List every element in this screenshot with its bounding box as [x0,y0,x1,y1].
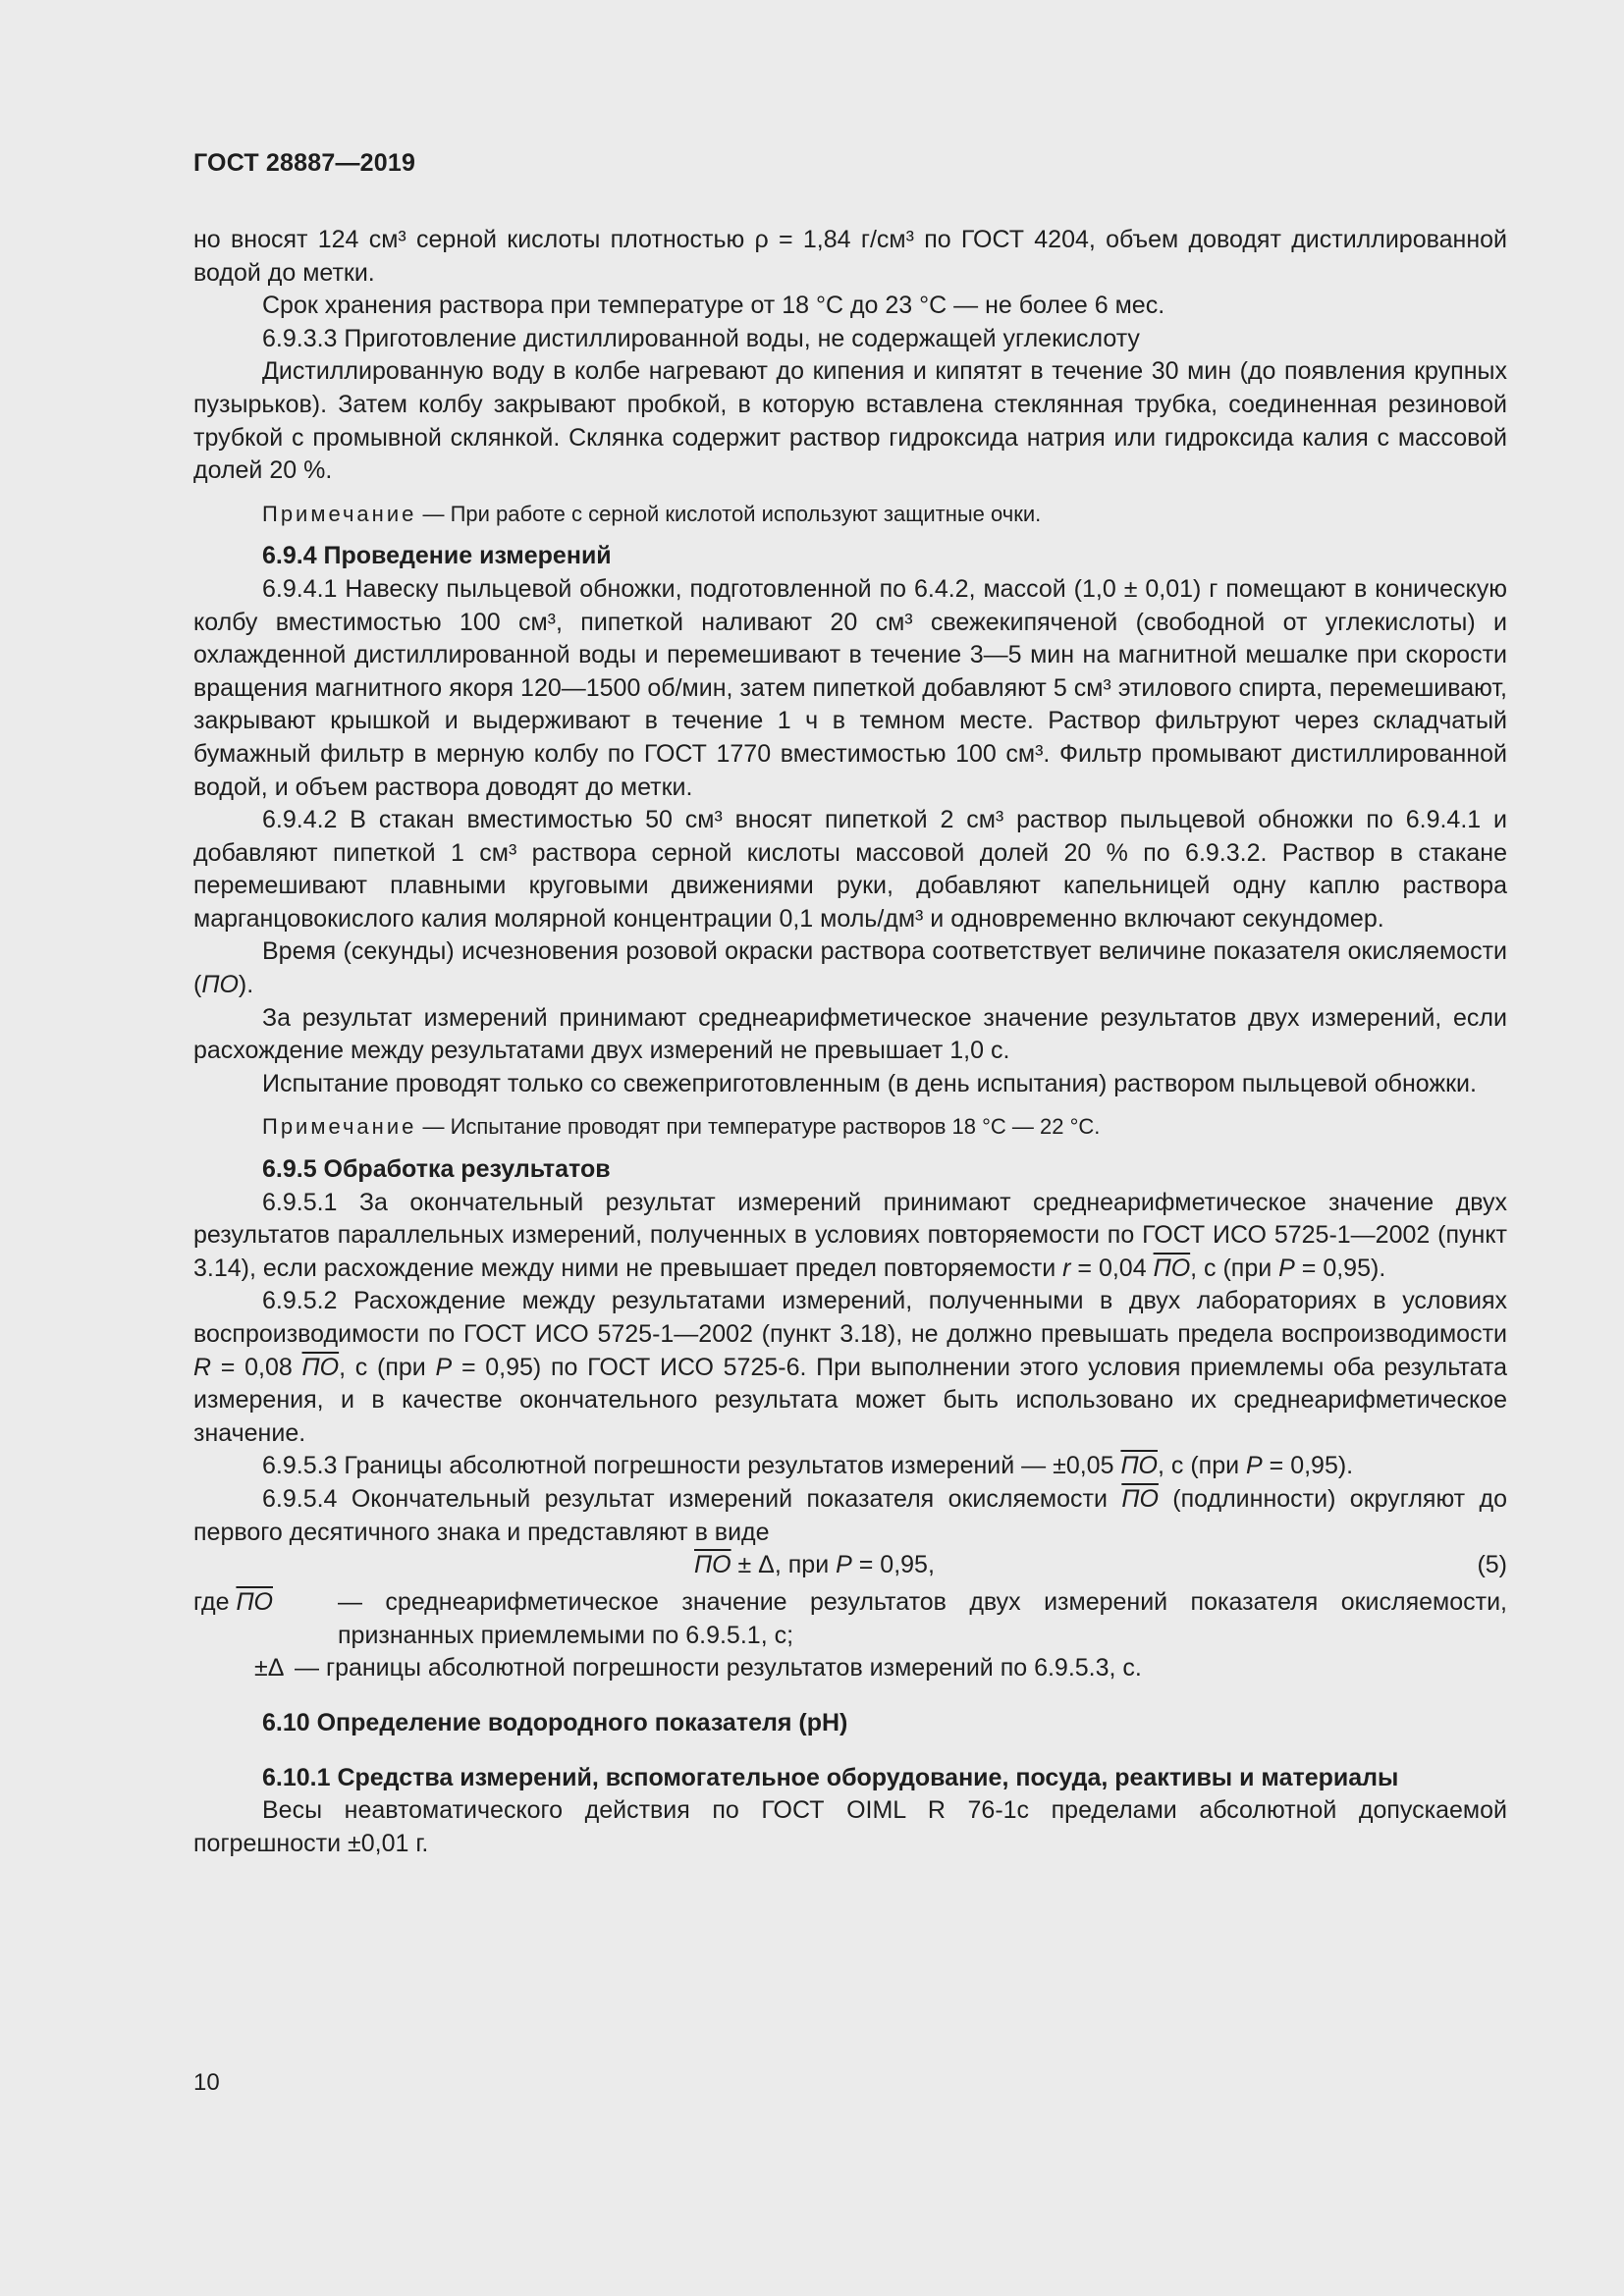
paragraph: Время (секунды) исчезновения розовой окраски раствора соответствует величине показателя окисляемости (ПО). [193,937,1507,999]
formula-legend [193,1586,1507,1652]
section-heading: 6.9.4 Проведение измерений [262,542,612,570]
paragraph: Срок хранения раствора при температуре от 18 °С до 23 °С — не более 6 мес. [262,292,1165,320]
legend-label: где ПО [193,1588,273,1617]
paragraph: Весы неавтоматического действия по ГОСТ OIML R 76-1с пределами абсолютной допускаемой погрешности ±0,01 г. [193,1796,1507,1857]
page-number: 10 [193,2069,220,2096]
note [193,498,1507,531]
paragraph: 6.9.5.2 Расхождение между результатами измерений, полученными в двух лабораториях в условиях воспроизводимости по ГОСТ ИСО 5725-1—2002 (пункт 3.18), не должно превышать предела воспроизводимости R = 0,08 ПО, с (при P = 0,95) по ГОСТ ИСО 5725-6. При выполнении этого условия приемлемы оба результата измерения, и в качестве окончательного результата может быть использовано их среднеарифметическое значение. [193,1287,1507,1447]
note-label: Примечание [262,501,417,526]
paragraph: 6.9.5.4 Окончательный результат измерений показателя окисляемости ПО (подлинности) округляют до первого десятичного знака и представляют в виде [193,1484,1507,1546]
formula-number: (5) [1477,1551,1507,1579]
paragraph: Дистиллированную воду в колбе нагревают до кипения и кипятят в течение 30 мин (до появления крупных пузырьков). Затем колбу закрывают пробкой, в которую вставлена стеклянная трубка, соединенная резиновой трубкой с промывной склянкой. Склянка содержит раствор гидроксида натрия или гидроксида калия с массовой долей 20 %. [193,357,1507,485]
paragraph: За результат измерений принимают среднеарифметическое значение результатов двух измерений, если расхождение между результатами двух измерений не превышает 1,0 с. [193,1003,1507,1065]
paragraph: Испытание проводят только со свежеприготовленным (в день испытания) раствором пыльцевой обножки. [262,1069,1477,1097]
note-text: — Испытание проводят при температуре растворов 18 °С — 22 °С. [422,1114,1101,1140]
subsection-title: 6.9.3.3 Приготовление дистиллированной воды, не содержащей углекислоту [262,324,1140,352]
document-header: ГОСТ 28887—2019 [193,149,416,177]
formula [193,1549,1507,1586]
section-heading: 6.9.5 Обработка результатов [262,1155,611,1184]
section-heading: 6.10 Определение водородного показателя (рН) [262,1709,848,1737]
section-heading: 6.10.1 Средства измерений, вспомогательное оборудование, посуда, реактивы и материалы [262,1763,1399,1791]
formula-legend [193,1652,1507,1685]
document-body [193,224,1507,1861]
paragraph: 6.9.4.1 Навеску пыльцевой обножки, подготовленной по 6.4.2, массой (1,0 ± 0,01) г помещают в коническую колбу вместимостью 100 см³, пипеткой наливают 20 см³ свежекипяченой (свободной от углекислоты) и охлажденной дистиллированной воды и перемешивают в течение 3—5 мин на магнитной мешалке при скорости вращения магнитного якоря 120—1500 об/мин, затем пипеткой добавляют 5 см³ этилового спирта, перемешивают, закрывают крышкой и выдерживают в течение 1 ч в темном месте. Раствор фильтруют через складчатый бумажный фильтр в мерную колбу по ГОСТ 1770 вместимостью 100 см³. Фильтр промывают дистиллированной водой, и объем раствора доводят до метки. [193,574,1507,801]
paragraph: но вносят 124 см³ серной кислоты плотностью ρ = 1,84 г/см³ по ГОСТ 4204, объем доводят дистиллированной водой до метки. [193,226,1507,287]
paragraph: 6.9.5.3 Границы абсолютной погрешности результатов измерений — ±0,05 ПО, с (при P = 0,95). [262,1452,1354,1480]
note-text: — При работе с серной кислотой используют защитные очки. [416,501,1042,526]
legend-text: — среднеарифметическое значение результатов двух измерений показателя окисляемости, признанных приемлемыми по 6.9.5.1, с; [338,1588,1507,1649]
paragraph: 6.9.5.1 За окончательный результат измерений принимают среднеарифметическое значение двух результатов параллельных измерений, полученных в условиях повторяемости по ГОСТ ИСО 5725-1—2002 (пункт 3.14), если расхождение между ними не превышает предел повторяемости r = 0,04 ПО, с (при P = 0,95). [193,1188,1507,1282]
legend-label: ±Δ [254,1654,285,1682]
note [193,1110,1507,1144]
formula-expression: ПО ± Δ, при P = 0,95, [694,1551,935,1579]
paragraph: 6.9.4.2 В стакан вместимостью 50 см³ вносят пипеткой 2 см³ раствор пыльцевой обножки по 6.9.4.1 и добавляют пипеткой 1 см³ раствора серной кислоты массовой долей 20 % по 6.9.3.2. Раствор в стакане перемешивают плавными круговыми движениями руки, добавляют капельницей одну каплю раствора марганцовокислого калия молярной концентрации 0,1 моль/дм³ и одновременно включают секундомер. [193,806,1507,933]
legend-text: — границы абсолютной погрешности результатов измерений по 6.9.5.3, с. [295,1654,1142,1682]
note-label: Примечание [262,1114,417,1140]
